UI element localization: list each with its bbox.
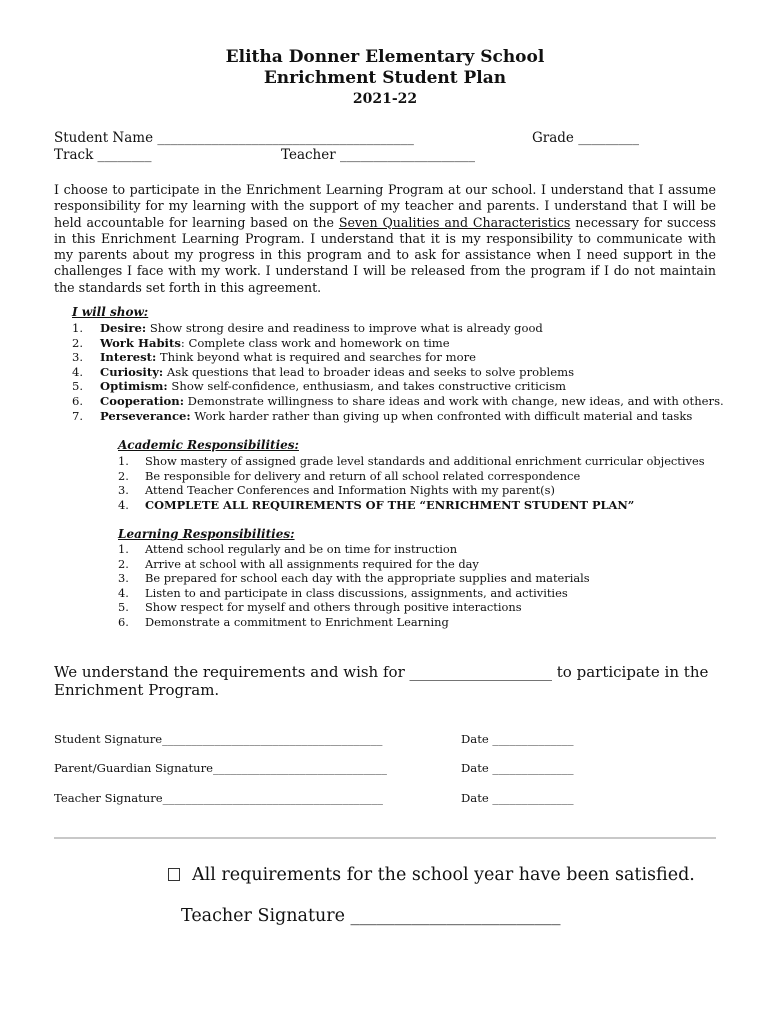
responsibility-text: Attend Teacher Conferences and Information Nights with my parent(s) — [145, 483, 555, 498]
list-number: 2. — [118, 556, 129, 571]
responsibility-text: Demonstrate a commitment to Enrichment Learning — [145, 615, 449, 629]
list-number: 2. — [118, 468, 129, 483]
list-number: 6. — [118, 615, 129, 629]
responsibility-text: Attend school regularly and be on time for instruction — [145, 542, 458, 556]
quality-description: : Complete class work and homework on time — [180, 335, 450, 350]
quality-term: Perseverance: — [100, 408, 191, 423]
list-item — [118, 615, 449, 629]
list-number: 4. — [118, 498, 129, 513]
list-item — [118, 469, 580, 483]
quality-term: Work Habits — [100, 335, 181, 350]
responsibility-text: Show respect for myself and others through positive interactions — [145, 600, 522, 615]
list-item — [118, 454, 705, 468]
list-number: 1. — [118, 542, 129, 556]
list-item — [72, 409, 692, 423]
list-item — [72, 365, 574, 379]
grade-field[interactable]: Grade _________ — [532, 130, 639, 146]
responsibility-text: Listen to and participate in class discussions, assignments, and activities — [145, 585, 568, 600]
list-number: 5. — [72, 379, 84, 394]
teacher-field[interactable]: Teacher ____________________ — [281, 147, 475, 163]
quality-term: Interest: — [100, 350, 157, 365]
learning-heading: Learning Responsibilities: — [118, 527, 295, 541]
plan-title: Enrichment Student Plan — [263, 68, 507, 88]
quality-term: Cooperation: — [100, 394, 184, 408]
quality-description: Ask questions that lead to broader ideas and seeks to solve problems — [163, 364, 575, 379]
agreement-line-1: We understand the requirements and wish for ___________________ to participate in the — [54, 663, 709, 681]
quality-description: Show self-confidence, enthusiasm, and takes constructive criticism — [167, 379, 567, 394]
responsibility-text: Arrive at school with all assignments required for the day — [145, 556, 479, 571]
requirements-satisfied — [168, 865, 695, 885]
list-item — [72, 379, 566, 393]
school-year: 2021-22 — [352, 91, 418, 107]
responsibility-text: COMPLETE ALL REQUIREMENTS OF THE “ENRICHMENT STUDENT PLAN” — [145, 498, 635, 513]
checkbox[interactable] — [168, 868, 180, 881]
list-number: 7. — [72, 408, 84, 423]
intro-text-2: necessary for success in this Enrichment Learning Program. I understand that it is my responsibility to communicate with my parents about my progress in this program and to ask for assistance when I need support in the challenges I face with my work. I understand I will be released from the program if I do not maintain the standards set forth in this agreement. — [54, 214, 717, 295]
quality-description: Show strong desire and readiness to improve what is already good — [146, 321, 543, 335]
student-name-field[interactable]: Student Name ______________________________________ — [54, 130, 414, 146]
will-show-heading: I will show: — [72, 305, 149, 319]
agreement-line-2: Enrichment Program. — [54, 681, 220, 699]
quality-description: Demonstrate willingness to share ideas and work with change, new ideas, and with others. — [184, 394, 724, 408]
list-item — [72, 321, 543, 335]
list-number: 4. — [72, 364, 84, 379]
list-item — [118, 542, 457, 556]
teacher-date-line[interactable]: Date ______________ — [461, 791, 574, 805]
satisfied-text: All requirements for the school year have been satisfied. — [192, 865, 695, 885]
quality-description: Think beyond what is required and searches for more — [156, 350, 476, 365]
quality-term: Desire: — [100, 321, 147, 335]
track-field[interactable]: Track ________ — [54, 147, 152, 163]
quality-term: Curiosity: — [100, 364, 164, 379]
quality-description: Work harder rather than giving up when confronted with difficult material and tasks — [190, 408, 693, 423]
teacher-signature-line[interactable]: Teacher Signature______________________________________ — [54, 791, 383, 805]
list-number: 3. — [118, 571, 129, 586]
list-item — [118, 600, 522, 614]
list-number: 1. — [118, 454, 129, 468]
list-item — [118, 483, 555, 497]
list-number: 3. — [118, 483, 129, 498]
list-item — [72, 350, 476, 364]
list-item — [72, 394, 724, 408]
student-date-line[interactable]: Date ______________ — [461, 732, 574, 746]
responsibility-text: Be responsible for delivery and return of all school related correspondence — [145, 468, 581, 483]
seven-qualities-link: Seven Qualities and Characteristics — [338, 214, 571, 230]
parent-date-line[interactable]: Date ______________ — [461, 761, 574, 775]
list-number: 5. — [118, 600, 129, 615]
final-teacher-signature[interactable]: Teacher Signature ________________________ — [181, 906, 561, 926]
list-number: 3. — [72, 350, 84, 365]
responsibility-text: Be prepared for school each day with the appropriate supplies and materials — [145, 571, 590, 586]
list-item — [118, 557, 479, 571]
list-number: 4. — [118, 585, 129, 600]
list-number: 6. — [72, 394, 84, 408]
quality-term: Optimism: — [100, 379, 168, 394]
intro-paragraph — [54, 182, 716, 296]
divider — [54, 837, 716, 839]
parent-signature-line[interactable]: Parent/Guardian Signature______________________________ — [54, 761, 387, 775]
school-name: Elitha Donner Elementary School — [225, 47, 545, 67]
list-item — [118, 586, 568, 600]
responsibility-text: Show mastery of assigned grade level standards and additional enrichment curricular objectives — [145, 454, 705, 468]
academic-heading: Academic Responsibilities: — [118, 438, 299, 452]
list-number: 1. — [72, 321, 84, 335]
list-item — [72, 336, 450, 350]
student-signature-line[interactable]: Student Signature______________________________________ — [54, 732, 383, 746]
list-item — [118, 498, 634, 512]
list-item — [118, 571, 590, 585]
list-number: 2. — [72, 335, 84, 350]
intro-text-1: I choose to participate in the Enrichment Learning Program at our school. I understand that I assume responsibility for my learning with the support of my teacher and parents. I understand that I will be held accountable for learning based on the — [54, 182, 716, 230]
